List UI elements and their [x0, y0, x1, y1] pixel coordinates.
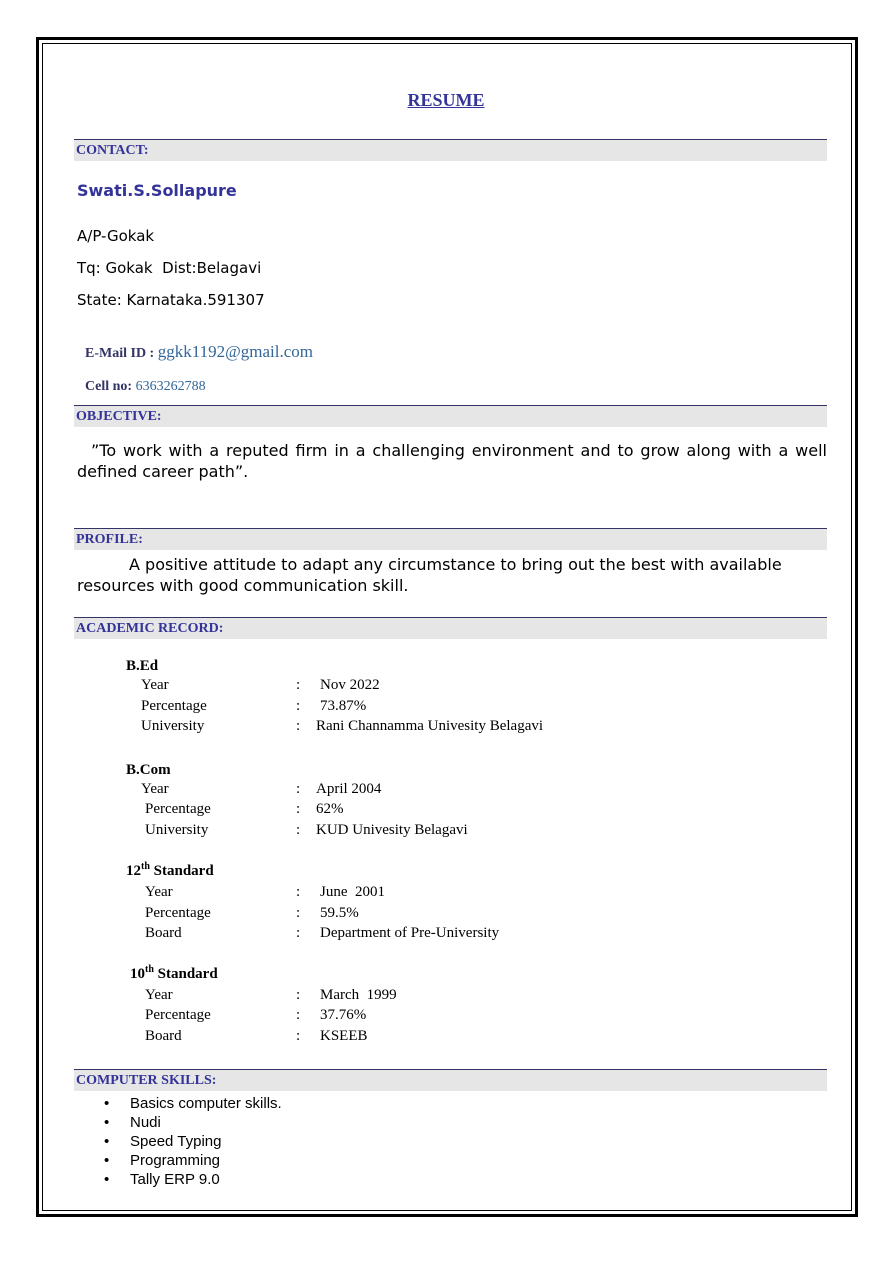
academic-row-label: University — [145, 822, 209, 838]
academic-row-value: 62% — [316, 801, 344, 817]
address-line-1: A/P-Gokak — [77, 227, 155, 245]
skill-item: • Programming — [104, 1151, 282, 1170]
academic-row-value: 73.87% — [320, 698, 367, 714]
academic-row-label: University — [141, 718, 205, 734]
academic-row-label: Percentage — [145, 1007, 211, 1023]
cell-label: Cell no: — [85, 379, 136, 394]
degree-ordinal: th — [145, 964, 154, 975]
academic-row-colon: : — [296, 884, 301, 900]
address-line-2: Tq: Gokak Dist:Belagavi — [77, 259, 262, 277]
address-line-3: State: Karnataka.591307 — [77, 291, 265, 309]
academic-row-label: Percentage — [141, 698, 207, 714]
degree-number: 10 — [130, 966, 145, 982]
candidate-name: Swati.S.Sollapure — [77, 181, 237, 200]
academic-degree-bed: B.Ed — [126, 658, 159, 674]
academic-row-colon: : — [296, 1028, 301, 1044]
academic-row-label: Year — [145, 987, 173, 1003]
email-row — [77, 324, 313, 362]
academic-row-value: Department of Pre-University — [320, 925, 500, 941]
section-academic-header: ACADEMIC RECORD: — [74, 617, 827, 639]
academic-row-value: 37.76% — [320, 1007, 367, 1023]
academic-row-colon: : — [296, 905, 301, 921]
academic-row-colon: : — [296, 925, 301, 941]
email-label: E-Mail ID : — [85, 346, 158, 361]
degree-number: 12 — [126, 863, 141, 879]
academic-row-colon: : — [296, 987, 301, 1003]
academic-row-label: Year — [141, 677, 169, 693]
academic-row-value: June 2001 — [320, 884, 385, 900]
academic-row-colon: : — [296, 822, 301, 838]
resume-title: RESUME — [407, 90, 485, 110]
section-profile-header: PROFILE: — [74, 528, 827, 550]
cell-row — [77, 359, 206, 395]
academic-row-label: Year — [141, 781, 169, 797]
academic-row-label: Board — [145, 1028, 182, 1044]
section-contact-header: CONTACT: — [74, 139, 827, 161]
academic-row-value: KSEEB — [320, 1028, 368, 1044]
objective-text: ”To work with a reputed firm in a challenging environment and to grow along with a well defined career path”. — [77, 441, 827, 481]
academic-row-colon: : — [296, 1007, 301, 1023]
skill-item: • Tally ERP 9.0 — [104, 1170, 282, 1189]
section-skills-header: COMPUTER SKILLS: — [74, 1069, 827, 1091]
degree-suffix: Standard — [149, 863, 214, 879]
degree-suffix: Standard — [153, 966, 218, 982]
academic-row-label: Year — [145, 884, 173, 900]
academic-row-colon: : — [296, 698, 301, 714]
academic-row-label: Percentage — [145, 905, 211, 921]
skills-list — [104, 1094, 282, 1189]
skill-item: • Speed Typing — [104, 1132, 282, 1151]
profile-text: A positive attitude to adapt any circumstance to bring out the best with available resources with good communication skill. — [77, 555, 782, 595]
academic-row-label: Percentage — [145, 801, 211, 817]
academic-row-value: April 2004 — [316, 781, 382, 797]
academic-row-value: 59.5% — [320, 905, 359, 921]
degree-ordinal: th — [141, 861, 150, 872]
section-objective-header: OBJECTIVE: — [74, 405, 827, 427]
academic-row-label: Board — [145, 925, 182, 941]
academic-row-value: KUD Univesity Belagavi — [316, 822, 468, 838]
academic-row-value: Nov 2022 — [320, 677, 380, 693]
cell-value: 6363262788 — [135, 379, 206, 394]
academic-degree-bcom: B.Com — [126, 762, 171, 778]
academic-row-colon: : — [296, 718, 301, 734]
academic-row-value: March 1999 — [320, 987, 397, 1003]
skill-item: • Basics computer skills. — [104, 1094, 282, 1113]
academic-row-value: Rani Channamma Univesity Belagavi — [316, 718, 544, 734]
academic-row-colon: : — [296, 677, 301, 693]
skill-item: • Nudi — [104, 1113, 282, 1132]
email-value: ggkk1192@gmail.com — [157, 342, 313, 361]
academic-row-colon: : — [296, 801, 301, 817]
academic-row-colon: : — [296, 781, 301, 797]
